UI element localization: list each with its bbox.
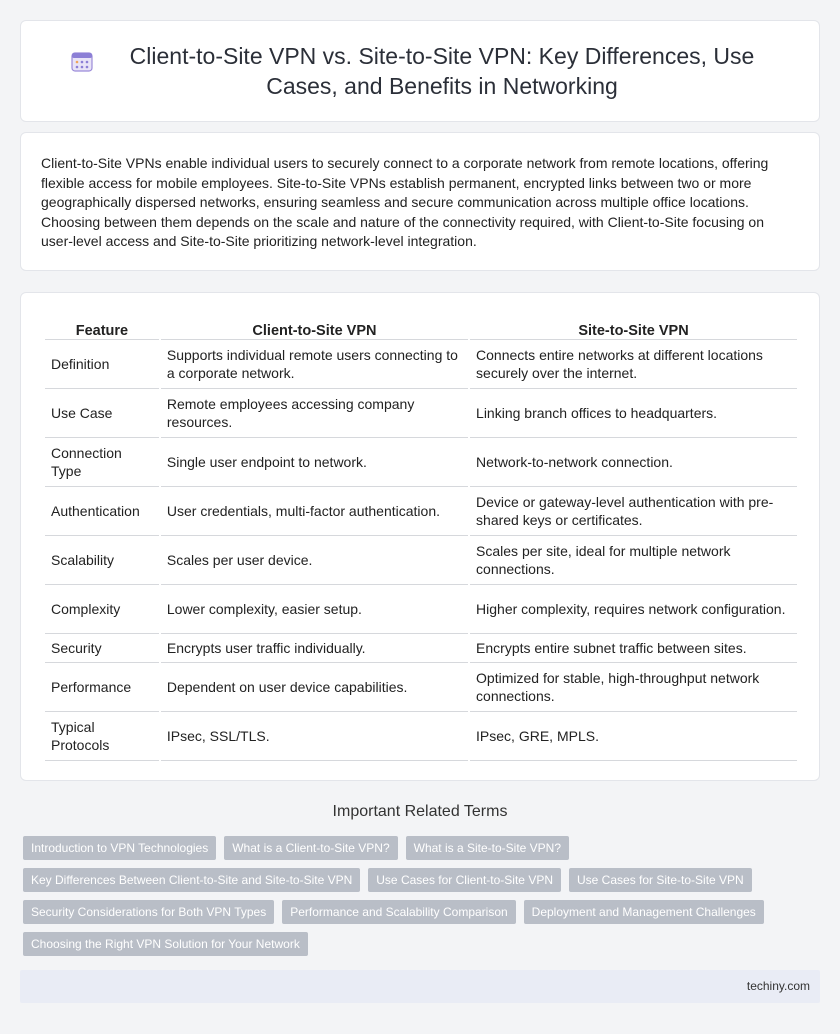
tag-row bbox=[23, 932, 823, 956]
intro-paragraph: Client-to-Site VPNs enable individual users to securely connect to a corporate network from remote locations, offering flexible access for mobile employees. Site-to-Site VPNs establish permanent, encrypted links between two or more geographically dispersed networks, ensuring seamless and secure communication across multiple office locations. Choosing between them depends on the scale and nature of the connectivity required, with Client-to-Site focusing on user-level access and Site-to-Site prioritizing network-level integration. bbox=[41, 155, 769, 250]
table-row bbox=[45, 537, 797, 585]
row-feature: Performance bbox=[45, 664, 159, 712]
row-feature: Connection Type bbox=[45, 439, 159, 487]
related-term-tag[interactable]: Use Cases for Site-to-Site VPN bbox=[569, 868, 752, 892]
row-site-value: Network-to-network connection. bbox=[470, 439, 797, 487]
row-client-value: IPsec, SSL/TLS. bbox=[161, 713, 468, 761]
related-term-tag[interactable]: Key Differences Between Client-to-Site and Site-to-Site VPN bbox=[23, 868, 360, 892]
row-site-value: Connects entire networks at different locations securely over the internet. bbox=[470, 341, 797, 389]
tag-row bbox=[23, 868, 823, 892]
row-site-value: Higher complexity, requires network configuration. bbox=[470, 586, 797, 634]
row-feature: Complexity bbox=[45, 586, 159, 634]
row-client-value: User credentials, multi-factor authentication. bbox=[161, 488, 468, 536]
row-feature: Typical Protocols bbox=[45, 713, 159, 761]
header-feature: Feature bbox=[45, 314, 159, 340]
related-term-tag[interactable]: Use Cases for Client-to-Site VPN bbox=[368, 868, 561, 892]
row-feature: Security bbox=[45, 635, 159, 663]
table-row bbox=[45, 635, 797, 663]
related-term-tag[interactable]: Choosing the Right VPN Solution for Your Network bbox=[23, 932, 308, 956]
table-row bbox=[45, 439, 797, 487]
footer-site-link[interactable]: techiny.com bbox=[746, 979, 810, 993]
row-site-value: Scales per site, ideal for multiple network connections. bbox=[470, 537, 797, 585]
table-row bbox=[45, 586, 797, 634]
related-term-tag[interactable]: Introduction to VPN Technologies bbox=[23, 836, 216, 860]
comparison-table-card bbox=[20, 292, 820, 781]
header-client-to-site: Client-to-Site VPN bbox=[161, 314, 468, 340]
title-card bbox=[20, 20, 820, 122]
row-feature: Definition bbox=[45, 341, 159, 389]
related-term-tag[interactable]: What is a Client-to-Site VPN? bbox=[224, 836, 397, 860]
table-row bbox=[45, 664, 797, 712]
page-title: Client-to-Site VPN vs. Site-to-Site VPN: Key Differences, Use Cases, and Benefits in Networking bbox=[129, 43, 755, 99]
table-header-row bbox=[45, 314, 797, 340]
row-site-value: Device or gateway-level authentication with pre-shared keys or certificates. bbox=[470, 488, 797, 536]
related-terms-list bbox=[23, 836, 823, 964]
calendar-icon bbox=[70, 49, 94, 73]
row-client-value: Lower complexity, easier setup. bbox=[161, 586, 468, 634]
row-client-value: Scales per user device. bbox=[161, 537, 468, 585]
row-client-value: Supports individual remote users connecting to a corporate network. bbox=[161, 341, 468, 389]
row-client-value: Encrypts user traffic individually. bbox=[161, 635, 468, 663]
related-term-tag[interactable]: What is a Site-to-Site VPN? bbox=[406, 836, 569, 860]
row-client-value: Single user endpoint to network. bbox=[161, 439, 468, 487]
intro-card bbox=[20, 132, 820, 271]
related-term-tag[interactable]: Performance and Scalability Comparison bbox=[282, 900, 515, 924]
tag-row bbox=[23, 900, 823, 924]
related-term-tag[interactable]: Security Considerations for Both VPN Types bbox=[23, 900, 274, 924]
tag-row bbox=[23, 836, 823, 860]
table-row bbox=[45, 713, 797, 761]
row-site-value: Linking branch offices to headquarters. bbox=[470, 390, 797, 438]
related-terms-heading: Important Related Terms bbox=[332, 803, 508, 820]
comparison-table bbox=[43, 313, 799, 762]
row-client-value: Dependent on user device capabilities. bbox=[161, 664, 468, 712]
row-site-value: Encrypts entire subnet traffic between sites. bbox=[470, 635, 797, 663]
related-term-tag[interactable]: Deployment and Management Challenges bbox=[524, 900, 764, 924]
row-feature: Scalability bbox=[45, 537, 159, 585]
row-site-value: Optimized for stable, high-throughput network connections. bbox=[470, 664, 797, 712]
row-client-value: Remote employees accessing company resources. bbox=[161, 390, 468, 438]
header-site-to-site: Site-to-Site VPN bbox=[470, 314, 797, 340]
row-site-value: IPsec, GRE, MPLS. bbox=[470, 713, 797, 761]
footer bbox=[20, 970, 820, 1003]
table-row bbox=[45, 341, 797, 389]
row-feature: Authentication bbox=[45, 488, 159, 536]
row-feature: Use Case bbox=[45, 390, 159, 438]
table-row bbox=[45, 390, 797, 438]
table-row bbox=[45, 488, 797, 536]
